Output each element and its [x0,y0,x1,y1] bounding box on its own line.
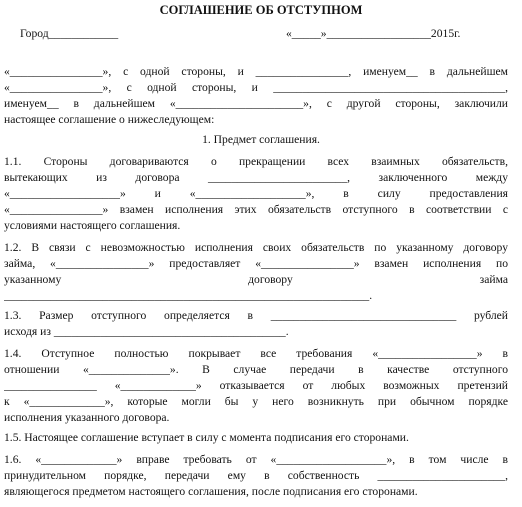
clause-1-4-line: исполнения указанного договора. [4,411,170,424]
paragraph-line: именуем__ в дальнейшем «______________________», с другой стороны, заключили [4,97,508,110]
clause-1-1-line: 1.1. Стороны договариваются о прекращении всех взаимных обязательств, [4,155,508,168]
clause-1-5-line: 1.5. Настоящее соглашение вступает в силу с момента подписания его сторонами. [4,431,409,444]
clause-1-3-line: 1.3. Размер отступного определяется в ________________________________ рублей [4,309,508,322]
clause-1-4-line: отношении «______________». В случае передачи в качестве отступного [4,363,508,376]
clause-1-2-line: займа, «________________» предоставляет «________________» взамен исполнения по [4,257,508,270]
date-field: «_____»__________________2015г. [286,27,461,40]
clause-1-4-line: ________________ «_____________» отказывается от любых возможных претензий [4,379,508,392]
clause-1-2-line: указанному договору займа [4,273,508,286]
clause-1-1-line: «________________» взамен исполнения этих обязательств отступного в соответствии с [4,203,508,216]
document-title: СОГЛАШЕНИЕ ОБ ОТСТУПНОМ [159,3,363,17]
clause-1-4-line: к «_____________», которые могли бы у него возникнуть при обычном порядке [4,395,508,408]
paragraph-line: «________________», с одной стороны, и ________________, именуем__ в дальнейшем [4,65,508,78]
clause-1-1-line: «___________________» и «___________________», в силу предоставления [4,187,508,200]
clause-1-4-line: 1.4. Отступное полностью покрывает все требования «_________________» в [4,347,508,360]
clause-1-6-line: 1.6. «_____________» вправе требовать от «___________________», в том числе в [4,453,508,466]
clause-1-1-line: условиями настоящего соглашения. [4,219,181,232]
clause-1-3-line: исходя из ________________________________________. [4,325,289,338]
paragraph-line: «________________», с одной стороны, и ________________________________________, [4,81,508,94]
clause-1-6-line: принудительном порядке, передачи ему в собственность ______________________, [4,469,508,482]
paragraph-line: настоящее соглашение о нижеследующем: [4,113,215,126]
clause-1-2-line: _______________________________________________________________. [4,289,373,302]
clause-1-6-line: являющегося предметом настоящего соглашения, после подписания его сторонами. [4,485,418,498]
city-field: Город____________ [20,27,119,40]
clause-1-1-line: вытекающих из договора ________________________, заключенного между [4,171,508,184]
section-heading: 1. Предмет соглашения. [202,133,320,146]
clause-1-2-line: 1.2. В связи с невозможностью исполнения своих обязательств по указанному договору [4,241,508,254]
